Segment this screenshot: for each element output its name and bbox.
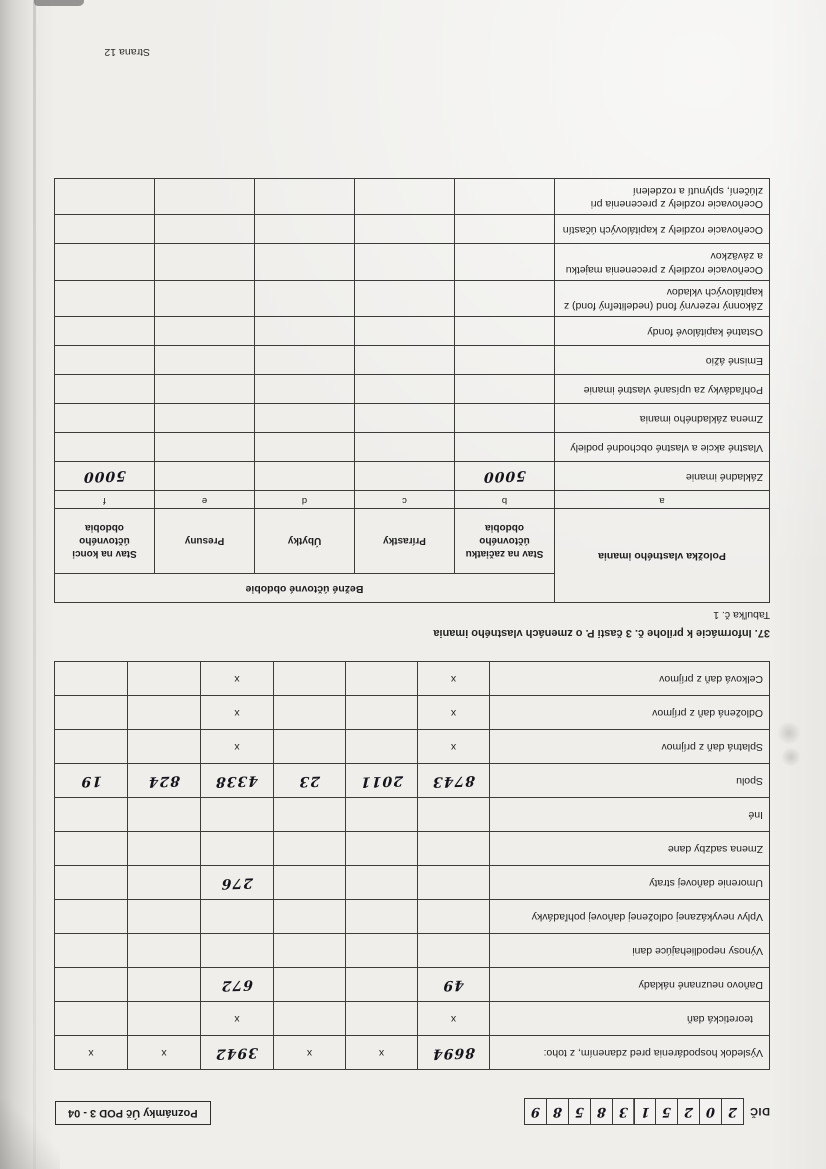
tax-cell-d [274,798,346,832]
equity-cell-b [455,280,555,316]
tax-cell-d: 23 [274,764,346,798]
equity-cell-b: 5000 [455,462,555,491]
equity-cell-c [355,404,455,433]
tax-cell-d [274,866,346,900]
tax-table-row [55,968,770,1002]
equity-cell-b [455,404,555,433]
tax-cell-b: 8694 [418,1036,490,1070]
letter-e: e [155,491,255,509]
equity-changes-table [54,178,770,603]
tax-cell-e: x [201,662,274,696]
tax-cell-b [418,832,490,866]
tax-cell-f [128,730,201,764]
equity-cell-c [355,317,455,346]
equity-table-row [54,346,769,375]
tax-cell-g [55,900,128,934]
equity-cell-f [54,404,154,433]
dic-digit-box: 0 [699,1098,722,1125]
letter-a: a [555,491,770,509]
tax-cell-g [55,968,128,1002]
tax-cell-g [55,662,128,696]
letter-b: b [455,491,555,509]
tax-row-label: Spolu [490,764,770,798]
equity-cell-d [255,462,355,491]
equity-cell-b [455,375,555,404]
equity-cell-e [155,346,255,375]
equity-table-row [54,433,769,462]
equity-cell-e [155,462,255,491]
tax-cell-c [346,968,418,1002]
tax-row-label: Vplyv nevykázanej odloženej daňovej pohľadávky [490,900,770,934]
equity-cell-b [455,179,555,215]
equity-table-row [54,375,769,404]
tax-cell-c [346,662,418,696]
tax-cell-g [55,798,128,832]
tax-cell-d: x [274,1036,346,1070]
tax-table-row [55,1036,770,1070]
tax-cell-g [55,730,128,764]
equity-cell-f [54,346,154,375]
tax-cell-d [274,696,346,730]
equity-period-header: Bežné účtovné obdobie [54,574,554,603]
tax-cell-b [418,934,490,968]
scan-smudge-artifact [780,748,802,766]
dic-group [524,1098,770,1125]
equity-cell-c [355,244,455,280]
tax-table-row [55,832,770,866]
tax-cell-g [55,866,128,900]
letter-d: d [255,491,355,509]
tax-table-row [55,1002,770,1036]
tax-row-label: Splatná daň z príjmov [490,730,770,764]
tax-cell-e: x [201,730,274,764]
tax-row-label: Daňovo neuznané náklady [490,968,770,1002]
tax-cell-e: x [201,696,274,730]
tax-row-label: Zmena sadzby dane [490,832,770,866]
tax-cell-b [418,798,490,832]
equity-cell-c [355,462,455,491]
equity-row-label: Zmena základného imania [555,404,770,433]
equity-cell-e [155,375,255,404]
tax-table-row [55,866,770,900]
equity-subheader-d: Úbytky [255,509,355,574]
tax-cell-e: 3942 [201,1036,274,1070]
tax-table-row [55,662,770,696]
equity-row-label: Zákonný rezervný fond (nedeliteľný fond) z kapitálových vkladov [555,280,770,316]
equity-cell-f [54,317,154,346]
equity-subheader-f: Stav na konci účtovného obdobia [54,509,154,574]
equity-cell-f: 5000 [54,462,154,491]
tax-cell-b: x [418,696,490,730]
tax-cell-e [201,832,274,866]
equity-cell-c [355,346,455,375]
dic-boxes [524,1098,742,1125]
equity-cell-d [255,179,355,215]
tax-cell-g [55,832,128,866]
tax-cell-d [274,832,346,866]
dic-digit-box: 5 [568,1098,591,1125]
tax-cell-b: 8743 [418,764,490,798]
tax-table-row [55,696,770,730]
tax-table-row [55,730,770,764]
equity-cell-e [155,215,255,244]
equity-cell-d [255,433,355,462]
tax-cell-e: 4338 [201,764,274,798]
equity-cell-f [54,179,154,215]
tax-cell-f [128,832,201,866]
tax-cell-e [201,900,274,934]
tax-cell-f [128,900,201,934]
tax-cell-d [274,662,346,696]
tax-cell-f [128,934,201,968]
tax-table-row [55,934,770,968]
equity-row-label: Oceňovacie rozdiely z kapitálových účastín [555,215,770,244]
dic-label: DIČ [749,1105,770,1118]
table-1-caption: Tabuľka č. 1 [713,609,770,621]
tax-cell-c [346,934,418,968]
equity-row-label: Oceňovacie rozdiely z precenenia pri zlúčení, splynutí a rozdelení [555,179,770,215]
equity-cell-d [255,317,355,346]
tax-cell-d [274,934,346,968]
tax-cell-c [346,730,418,764]
equity-letters-row [54,491,769,509]
tax-cell-e: x [201,1002,274,1036]
equity-cell-b [455,317,555,346]
tax-cell-f [128,662,201,696]
equity-cell-d [255,346,355,375]
equity-cell-c [355,179,455,215]
equity-cell-f [54,433,154,462]
dic-digit-box: 1 [633,1098,656,1125]
equity-cell-d [255,244,355,280]
equity-cell-c [355,433,455,462]
tax-cell-f [128,696,201,730]
equity-cell-b [455,244,555,280]
equity-table-row [54,244,769,280]
dic-digit-box: 3 [612,1098,635,1125]
tax-cell-g [55,696,128,730]
equity-row-label: Emisné ážio [555,346,770,375]
equity-subheader-b: Stav na začiatku účtovného obdobia [455,509,555,574]
equity-row-label: Ostatné kapitálové fondy [555,317,770,346]
tax-cell-f [128,798,201,832]
equity-cell-f [54,215,154,244]
tax-cell-e: 276 [201,866,274,900]
scan-corner-shadow [0,1099,60,1169]
dic-digit-box: 5 [655,1098,678,1125]
equity-cell-e [155,179,255,215]
equity-row-label: Základné imanie [555,462,770,491]
form-header [55,1093,770,1125]
tax-cell-g [55,1002,128,1036]
tax-cell-e: 672 [201,968,274,1002]
equity-cell-b [455,346,555,375]
equity-cell-c [355,375,455,404]
tax-cell-c: 2011 [346,764,418,798]
tax-table-row [55,798,770,832]
equity-subheader-c: Prírastky [355,509,455,574]
equity-cell-e [155,404,255,433]
tax-cell-b [418,900,490,934]
tax-cell-f [128,968,201,1002]
dic-digit-box: 8 [590,1098,613,1125]
tax-cell-f [128,1002,201,1036]
tax-cell-d [274,730,346,764]
dic-digit-box: 2 [677,1098,700,1125]
tax-cell-b [418,866,490,900]
tax-cell-c [346,866,418,900]
equity-cell-c [355,215,455,244]
equity-cell-d [255,375,355,404]
equity-cell-e [155,280,255,316]
equity-cell-b [455,215,555,244]
tax-row-label: Výsledok hospodárenia pred zdanením, z toho: [490,1036,770,1070]
equity-cell-e [155,244,255,280]
page-number: Strana 12 [104,46,150,58]
tax-cell-c [346,832,418,866]
tax-cell-b: x [418,662,490,696]
equity-table-row [54,215,769,244]
equity-cell-f [54,375,154,404]
tax-table-row [55,764,770,798]
tax-cell-f [128,866,201,900]
equity-row-label: Oceňovacie rozdiely z precenenia majetku a záväzkov [555,244,770,280]
equity-cell-b [455,433,555,462]
equity-table-row [54,317,769,346]
scan-edge-artifact [34,0,84,6]
equity-cell-d [255,280,355,316]
tax-row-label: Výnosy nepodliehajúce dani [490,934,770,968]
tax-cell-b: 49 [418,968,490,1002]
equity-cell-f [54,280,154,316]
tax-cell-c [346,798,418,832]
equity-subheader-e: Presuny [155,509,255,574]
letter-c: c [355,491,455,509]
tax-cell-g: x [55,1036,128,1070]
equity-table-row [54,404,769,433]
tax-cell-e [201,798,274,832]
tax-cell-c: x [346,1036,418,1070]
tax-cell-e [201,934,274,968]
equity-table-row [54,462,769,491]
tax-row-label: Odložená daň z príjmov [490,696,770,730]
tax-cell-d [274,1002,346,1036]
document-content [55,178,770,1125]
tax-cell-b: x [418,1002,490,1036]
scan-crease-artifact [33,0,36,1169]
tax-row-label: Iné [490,798,770,832]
equity-cell-c [355,280,455,316]
equity-cell-f [54,244,154,280]
dic-digit-box: 9 [524,1098,547,1125]
tax-cell-c [346,900,418,934]
income-tax-table [54,661,770,1070]
tax-cell-c [346,696,418,730]
equity-header-row-1 [54,574,769,603]
tax-row-label: Umorenie daňovej straty [490,866,770,900]
equity-cell-d [255,215,355,244]
tax-row-label: teoretická daň [490,1002,770,1036]
tax-cell-f: x [128,1036,201,1070]
tax-table-row [55,900,770,934]
tax-cell-f: 824 [128,764,201,798]
equity-cell-d [255,404,355,433]
letter-f: f [54,491,154,509]
form-title-box: Poznámky Úč POD 3 - 04 [55,1101,211,1125]
dic-digit-box: 2 [721,1098,744,1125]
dic-digit-box: 8 [546,1098,569,1125]
tax-cell-d [274,900,346,934]
tax-cell-g [55,934,128,968]
scan-smudge-artifact [776,722,802,744]
tax-cell-b: x [418,730,490,764]
equity-col-a-header: Položka vlastného imania [555,509,770,603]
tax-cell-g: 19 [55,764,128,798]
equity-cell-e [155,317,255,346]
tax-cell-c [346,1002,418,1036]
equity-row-label: Vlastné akcie a vlastné obchodné podiely [555,433,770,462]
tax-row-label: Celková daň z príjmov [490,662,770,696]
tax-cell-d [274,968,346,1002]
section-37-heading: 37. Informácie k prílohe č. 3 časti P. o zmenách vlastného imania [433,627,770,639]
equity-row-label: Pohľadávky za upísané vlastné imanie [555,375,770,404]
equity-table-row [54,280,769,316]
equity-cell-e [155,433,255,462]
equity-table-row [54,179,769,215]
